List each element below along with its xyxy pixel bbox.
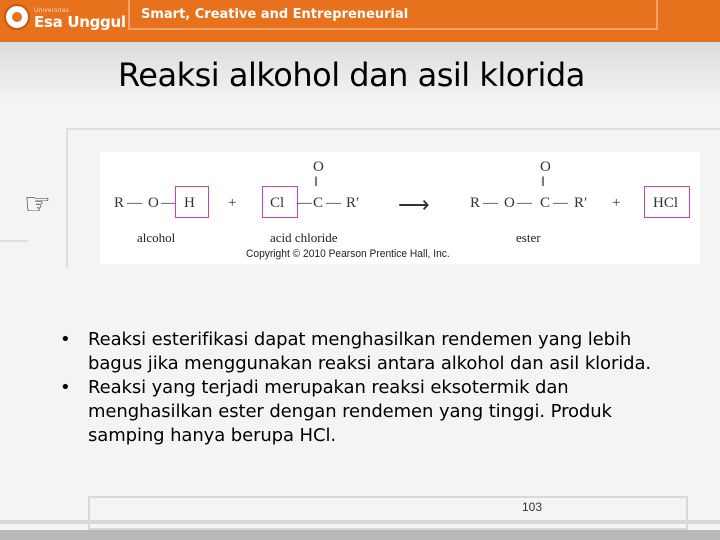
bond-icon: —	[161, 195, 176, 211]
double-bond-icon: ‖	[541, 175, 545, 190]
ester-o-atom: O	[504, 195, 515, 211]
acid-chloride-cl-atom: Cl	[270, 195, 285, 211]
pointing-hand-icon: ☞	[24, 188, 51, 221]
plus-sign: +	[612, 195, 621, 211]
ester-r-atom: R	[470, 195, 481, 211]
bullet-item	[60, 376, 670, 448]
slide-title: Reaksi alkohol dan asil klorida	[118, 56, 585, 94]
bullet-marker-icon: •	[60, 377, 71, 398]
footer-frame	[88, 496, 688, 530]
acid-chloride-r-prime: R′	[346, 195, 360, 211]
copyright-notice: Copyright © 2010 Pearson Prentice Hall, Inc.	[246, 248, 450, 260]
alcohol-h-atom: H	[184, 195, 195, 211]
bullet-text: Reaksi yang terjadi merupakan reaksi eksotermik dan menghasilkan ester dengan rendemen yang tinggi. Produk samping hanya berupa HCl.	[88, 377, 612, 446]
bond-icon: —	[483, 195, 498, 211]
alcohol-o-atom: O	[148, 195, 159, 211]
decorative-line	[0, 240, 28, 242]
ester-carbonyl-o-atom: O	[540, 159, 551, 175]
bond-icon: —	[297, 195, 312, 211]
footer-bar	[0, 530, 720, 540]
reaction-scheme	[100, 152, 700, 264]
header-bar	[0, 0, 720, 42]
bond-icon: —	[326, 195, 341, 211]
alcohol-r-atom: R	[114, 195, 125, 211]
hcl-product: HCl	[653, 195, 679, 211]
acid-chloride-label: acid chloride	[270, 230, 338, 245]
bullet-item	[60, 328, 670, 376]
logo-subtitle: Universitas	[34, 8, 70, 14]
ester-label: ester	[516, 230, 541, 245]
bond-icon: —	[553, 195, 568, 211]
acid-chloride-c-atom: C	[313, 195, 324, 211]
logo-text: Esa Unggul	[34, 13, 126, 31]
header-tagline: Smart, Creative and Entrepreneurial	[141, 7, 409, 22]
bond-icon: —	[127, 195, 142, 211]
double-bond-icon: ‖	[314, 175, 318, 190]
university-logo-icon	[4, 4, 30, 30]
ester-c-atom: C	[540, 195, 551, 211]
bullet-list	[60, 328, 670, 448]
footer-band	[0, 520, 720, 524]
bullet-marker-icon: •	[60, 329, 71, 350]
plus-sign: +	[228, 195, 237, 211]
bond-icon: —	[517, 195, 532, 211]
bullet-text: Reaksi esterifikasi dapat menghasilkan rendemen yang lebih bagus jika menggunakan reaksi antara alkohol dan asil klorida.	[88, 329, 652, 374]
reaction-arrow-icon: ⟶	[398, 192, 430, 217]
acid-chloride-o-atom: O	[313, 159, 324, 175]
alcohol-label: alcohol	[137, 230, 176, 245]
page-number: 103	[522, 500, 543, 514]
ester-r-prime: R′	[574, 195, 588, 211]
